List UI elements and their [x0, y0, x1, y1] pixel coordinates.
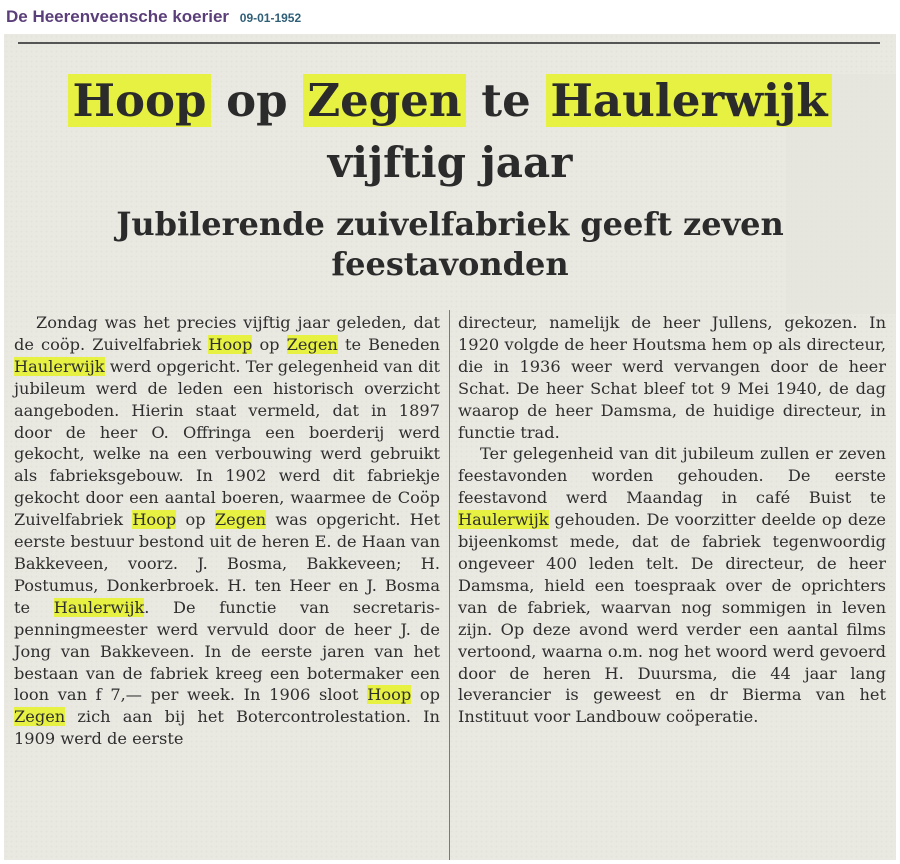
highlight-haulerwijk: Haulerwijk: [53, 597, 145, 617]
headline-word-hoop: Hoop: [68, 74, 210, 127]
highlight-hoop: Hoop: [132, 510, 177, 530]
highlight-haulerwijk: Haulerwijk: [14, 356, 105, 376]
text-run: op: [176, 510, 215, 530]
text-run: werd opgericht. Ter gelegenheid van dit jubileum werd de leden een historisch overzicht aangeboden. Hierin staat vermeld, dat in 1897 door de heer O. Offringa een boerderij werd gekocht, welke na een verbouwing werd gebruikt als fabrieksgebouw. In 1902 werd dit fabriekje gekocht door een aantal boeren, waarmee de Coöp Zuivelfabriek: [14, 356, 440, 530]
text-run: te Beneden: [337, 334, 440, 354]
top-rule: [18, 42, 880, 44]
headline-word-op: op: [226, 74, 288, 127]
headline-line-2: vijftig jaar: [327, 138, 573, 187]
text-run: gehouden. De voorzitter deelde op deze bijeenkomst mede, dat de fabriek tegenwoordig ongeveer 400 leden telt. De directeur, de heer Damsma, hield een toespraak over de oprichters van de fabriek, waarvan nog sommigen in leven zijn. Op deze avond werd verder een aantal films vertoond, waarna o.m. nog het woord werd gevoerd door de heren H. Duursma, die 44 jaar lang leverancier is geweest en dr Bierma van het Instituut voor Landbouw coöperatie.: [458, 510, 886, 727]
highlight-hoop: Hoop: [367, 685, 412, 705]
headline-line-1: [4, 74, 896, 127]
highlight-zegen: Zegen: [214, 510, 267, 530]
right-paragraph-1: directeur, namelijk de heer Jullens, gekozen. In 1920 volgde de heer Houtsma hem op als directeur, die in 1936 weer werd vervangen door de heer Schat. De heer Schat bleef tot 9 Mei 1940, de dag waarop de heer Damsma, de huidige directeur, in functie trad.: [458, 313, 886, 442]
newspaper-title[interactable]: [6, 7, 301, 27]
subheadline-line-1: Jubilerende zuivelfabriek geeft zeven: [116, 205, 784, 243]
text-run: op: [252, 334, 287, 354]
headline-word-te: te: [481, 74, 531, 127]
article-column-right: [458, 312, 886, 728]
text-run: Zondag was het precies vijftig jaar geleden, dat de coöp. Zuivelfabriek: [14, 313, 440, 354]
newspaper-clipping: [4, 34, 896, 860]
right-paragraph-2: [458, 443, 886, 728]
highlight-zegen: Zegen: [286, 334, 338, 354]
text-run: zich aan bij het Botercontrolestation. In 1909 werd de eerste: [14, 707, 440, 749]
text-run: . De functie van secretaris-penningmeester werd vervuld door de heer J. de Jong van Bakkeveen. In de eerste jaren van het bestaan van de fabriek kreeg een botermaker een loon van f 7,— per week. In 1906 sloot: [14, 597, 441, 705]
text-run: was opgericht. Het eerste bestuur bestond uit de heren E. de Haan van Bakkeveen, voorz. J. Bosma, Bakkeveen; H. Postumus, Donkerbroek. H. ten Heer en J. Bosma te: [14, 510, 440, 617]
highlight-zegen: Zegen: [14, 707, 66, 727]
left-paragraph: [14, 312, 440, 750]
viewer-header: [0, 0, 900, 34]
headline-word-haulerwijk: Haulerwijk: [546, 74, 831, 127]
column-divider: [449, 310, 450, 860]
subheadline: [4, 204, 896, 284]
text-run: op: [411, 685, 440, 705]
highlight-hoop: Hoop: [208, 334, 253, 354]
publication-date: 09-01-1952: [239, 11, 302, 25]
text-run: Ter gelegenheid van dit jubileum zullen er zeven feestavonden worden gehouden. De eerste feestavond werd Maandag in café Buist te: [458, 444, 886, 508]
article-column-left: [14, 312, 440, 750]
subheadline-line-2: feestavonden: [331, 245, 569, 283]
headline-word-zegen: Zegen: [303, 74, 465, 127]
highlight-haulerwijk: Haulerwijk: [458, 510, 549, 530]
newspaper-title-text: De Heerenveensche koerier: [6, 7, 230, 26]
